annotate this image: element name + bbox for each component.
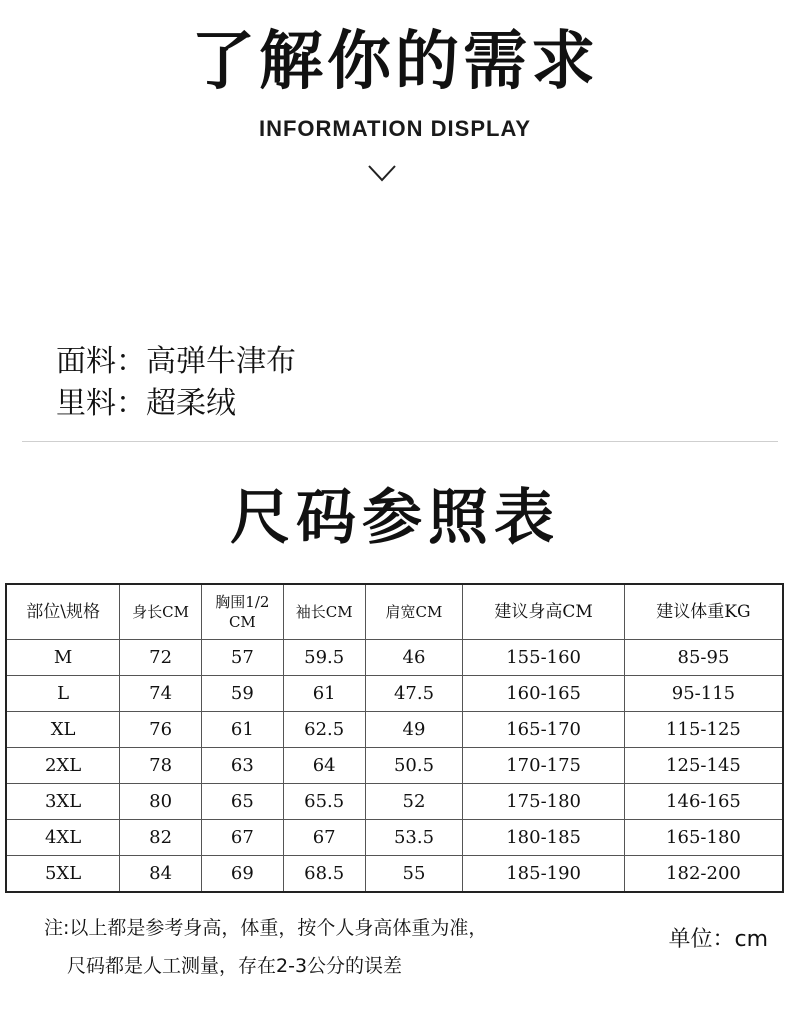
table-cell: 52 — [365, 784, 463, 820]
table-cell: 84 — [120, 856, 202, 893]
table-row — [6, 820, 783, 856]
table-cell: 65 — [201, 784, 283, 820]
table-cell: 55 — [365, 856, 463, 893]
table-cell: 68.5 — [283, 856, 365, 893]
size-chart-table — [5, 583, 784, 893]
table-cell: 50.5 — [365, 748, 463, 784]
table-cell: 63 — [201, 748, 283, 784]
fabric-lining-label: 里料：超柔绒 — [56, 386, 236, 421]
header-cell: 袖长CM — [283, 584, 365, 640]
size-chart-title: 尺码参照表 — [230, 483, 560, 553]
table-cell: 61 — [283, 676, 365, 712]
table-cell: 64 — [283, 748, 365, 784]
table-cell: M — [6, 640, 120, 676]
table-row — [6, 748, 783, 784]
measurement-note-line1: 注:以上都是参考身高，体重，按个人身高体重为准， — [44, 917, 488, 939]
measurement-note-line2: 尺码都是人工测量，存在2-3公分的误差 — [67, 955, 403, 977]
table-cell: 74 — [120, 676, 202, 712]
table-cell: 72 — [120, 640, 202, 676]
header-cell: 建议体重KG — [624, 584, 783, 640]
header-cell: 肩宽CM — [365, 584, 463, 640]
header-cell: 建议身高CM — [463, 584, 625, 640]
header-cell: 身长CM — [120, 584, 202, 640]
table-cell: XL — [6, 712, 120, 748]
table-cell: 2XL — [6, 748, 120, 784]
table-cell: 85-95 — [624, 640, 783, 676]
table-cell: 180-185 — [463, 820, 625, 856]
table-cell: 82 — [120, 820, 202, 856]
table-cell: 78 — [120, 748, 202, 784]
table-cell: 76 — [120, 712, 202, 748]
table-cell: 59 — [201, 676, 283, 712]
table-cell: 4XL — [6, 820, 120, 856]
table-row — [6, 784, 783, 820]
table-cell: 46 — [365, 640, 463, 676]
table-cell: 115-125 — [624, 712, 783, 748]
page-title: 了解你的需求 — [191, 25, 599, 99]
table-cell: 95-115 — [624, 676, 783, 712]
table-cell: 165-170 — [463, 712, 625, 748]
header-cell: 部位\规格 — [6, 584, 120, 640]
table-cell: 62.5 — [283, 712, 365, 748]
table-cell: 69 — [201, 856, 283, 893]
chevron-down-icon — [367, 162, 397, 184]
table-cell: L — [6, 676, 120, 712]
table-cell: 165-180 — [624, 820, 783, 856]
table-cell: 155-160 — [463, 640, 625, 676]
table-cell: 175-180 — [463, 784, 625, 820]
table-cell: 61 — [201, 712, 283, 748]
table-row — [6, 676, 783, 712]
table-cell: 3XL — [6, 784, 120, 820]
table-cell: 146-165 — [624, 784, 783, 820]
table-cell: 5XL — [6, 856, 120, 893]
table-cell: 65.5 — [283, 784, 365, 820]
table-cell: 160-165 — [463, 676, 625, 712]
table-header-row — [6, 584, 783, 640]
table-row — [6, 712, 783, 748]
table-cell: 67 — [283, 820, 365, 856]
table-cell: 49 — [365, 712, 463, 748]
unit-label: 单位：cm — [668, 927, 768, 952]
table-cell: 57 — [201, 640, 283, 676]
section-divider — [22, 441, 778, 442]
page-subtitle: INFORMATION DISPLAY — [258, 116, 531, 141]
table-row — [6, 856, 783, 893]
table-cell: 47.5 — [365, 676, 463, 712]
table-cell: 185-190 — [463, 856, 625, 893]
table-row — [6, 640, 783, 676]
fabric-outer-label: 面料：高弹牛津布 — [56, 344, 296, 379]
table-cell: 125-145 — [624, 748, 783, 784]
table-cell: 67 — [201, 820, 283, 856]
table-cell: 170-175 — [463, 748, 625, 784]
table-cell: 53.5 — [365, 820, 463, 856]
table-cell: 80 — [120, 784, 202, 820]
table-cell: 182-200 — [624, 856, 783, 893]
table-cell: 59.5 — [283, 640, 365, 676]
header-cell: 胸围1/2 CM — [201, 584, 283, 640]
